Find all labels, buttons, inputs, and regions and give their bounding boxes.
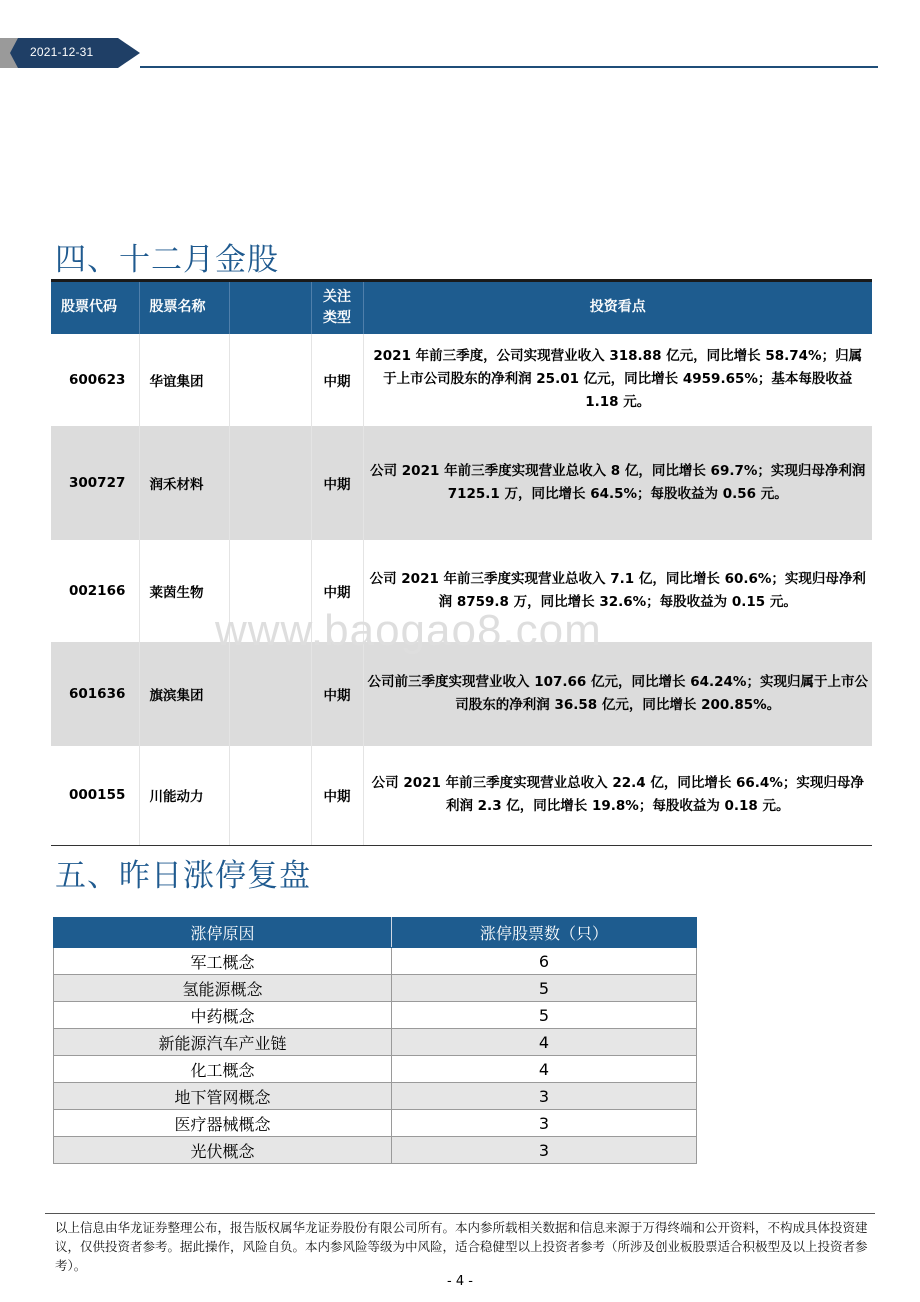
stock-code: 000155 — [51, 746, 139, 846]
table-row — [51, 334, 872, 426]
focus-type: 中期 — [311, 426, 363, 540]
limit-up-count: 4 — [392, 1056, 697, 1083]
report-date: 2021-12-31 — [30, 45, 94, 59]
limit-up-count: 3 — [392, 1137, 697, 1164]
stock-name: 川能动力 — [139, 746, 229, 846]
blank-cell — [229, 540, 311, 642]
column-header-count: 涨停股票数（只） — [392, 918, 697, 948]
investment-view: 2021 年前三季度，公司实现营业收入 318.88 亿元，同比增长 58.74%；归属于上市公司股东的净利润 25.01 亿元，同比增长 4959.65%；基本每股收益 1.18 元。 — [373, 348, 863, 410]
column-header-view: 投资看点 — [363, 281, 872, 334]
column-header-reason: 涨停原因 — [54, 918, 392, 948]
table-row — [54, 1110, 697, 1137]
table-row — [54, 1083, 697, 1110]
stock-name: 旗滨集团 — [139, 642, 229, 746]
table-row — [51, 642, 872, 746]
focus-type: 中期 — [311, 334, 363, 426]
stock-code: 300727 — [51, 426, 139, 540]
page-number: - 4 - — [447, 1274, 473, 1289]
table-row — [51, 540, 872, 642]
stock-code: 600623 — [51, 334, 139, 426]
table-row — [54, 1056, 697, 1083]
focus-type: 中期 — [311, 642, 363, 746]
stock-name: 润禾材料 — [139, 426, 229, 540]
section-title-gold-stocks: 四、十二月金股 — [55, 242, 279, 278]
header-rule — [140, 66, 878, 68]
table-row — [54, 1029, 697, 1056]
limit-up-count: 3 — [392, 1083, 697, 1110]
table-header-row — [51, 281, 872, 334]
limit-up-reason: 新能源汽车产业链 — [54, 1029, 392, 1056]
investment-view: 公司前三季度实现营业收入 107.66 亿元，同比增长 64.24%；实现归属于上市公司股东的净利润 36.58 亿元，同比增长 200.85%。 — [363, 642, 872, 746]
blank-cell — [229, 426, 311, 540]
gold-stock-table — [51, 279, 872, 846]
limit-up-reason: 化工概念 — [54, 1056, 392, 1083]
watermark: www.baogao8.com — [215, 606, 602, 655]
table-row — [54, 1002, 697, 1029]
stock-code: 002166 — [51, 540, 139, 642]
limit-up-reason: 光伏概念 — [54, 1137, 392, 1164]
column-header-type-text: 关注类型 — [323, 288, 351, 326]
blank-cell — [229, 642, 311, 746]
table-row — [51, 426, 872, 540]
limit-up-reason: 医疗器械概念 — [54, 1110, 392, 1137]
disclaimer: 以上信息由华龙证券整理公布，报告版权属华龙证券股份有限公司所有。本内参所载相关数据和信息来源于万得终端和公开资料，不构成具体投资建议，仅供投资者参考。据此操作，风险自负。本内参风险等级为中风险，适合稳健型以上投资者参考（所涉及创业板股票适合积极型及以上投资者参考）。 — [55, 1220, 868, 1273]
column-header-blank — [229, 281, 311, 334]
table-row — [54, 1137, 697, 1164]
blank-cell — [229, 746, 311, 846]
limit-up-count: 4 — [392, 1029, 697, 1056]
limit-up-table — [53, 917, 697, 1164]
table-row — [54, 975, 697, 1002]
column-header-name: 股票名称 — [139, 281, 229, 334]
section-title-limit-up-review: 五、昨日涨停复盘 — [55, 858, 311, 894]
column-header-type — [311, 281, 363, 334]
limit-up-reason: 氢能源概念 — [54, 975, 392, 1002]
focus-type: 中期 — [311, 540, 363, 642]
limit-up-count: 3 — [392, 1110, 697, 1137]
blank-cell — [229, 334, 311, 426]
footer-rule — [45, 1213, 875, 1214]
limit-up-count: 5 — [392, 975, 697, 1002]
stock-name: 华谊集团 — [139, 334, 229, 426]
table-row — [54, 948, 697, 975]
stock-code: 601636 — [51, 642, 139, 746]
investment-view: 公司 2021 年前三季度实现营业总收入 8 亿，同比增长 69.7%；实现归母净利润 7125.1 万，同比增长 64.5%；每股收益为 0.56 元。 — [363, 426, 872, 540]
table-header-row — [54, 918, 697, 948]
limit-up-reason: 军工概念 — [54, 948, 392, 975]
limit-up-reason: 中药概念 — [54, 1002, 392, 1029]
investment-view: 公司 2021 年前三季度实现营业总收入 7.1 亿，同比增长 60.6%；实现归母净利润 8759.8 万，同比增长 32.6%；每股收益为 0.15 元。 — [369, 570, 866, 610]
limit-up-count: 6 — [392, 948, 697, 975]
focus-type: 中期 — [311, 746, 363, 846]
stock-name: 莱茵生物 — [139, 540, 229, 642]
investment-view: 公司 2021 年前三季度实现营业总收入 22.4 亿，同比增长 66.4%；实现归母净利润 2.3 亿，同比增长 19.8%；每股收益为 0.18 元。 — [363, 746, 872, 846]
limit-up-reason: 地下管网概念 — [54, 1083, 392, 1110]
table-row — [51, 746, 872, 846]
limit-up-count: 5 — [392, 1002, 697, 1029]
column-header-code: 股票代码 — [51, 281, 139, 334]
